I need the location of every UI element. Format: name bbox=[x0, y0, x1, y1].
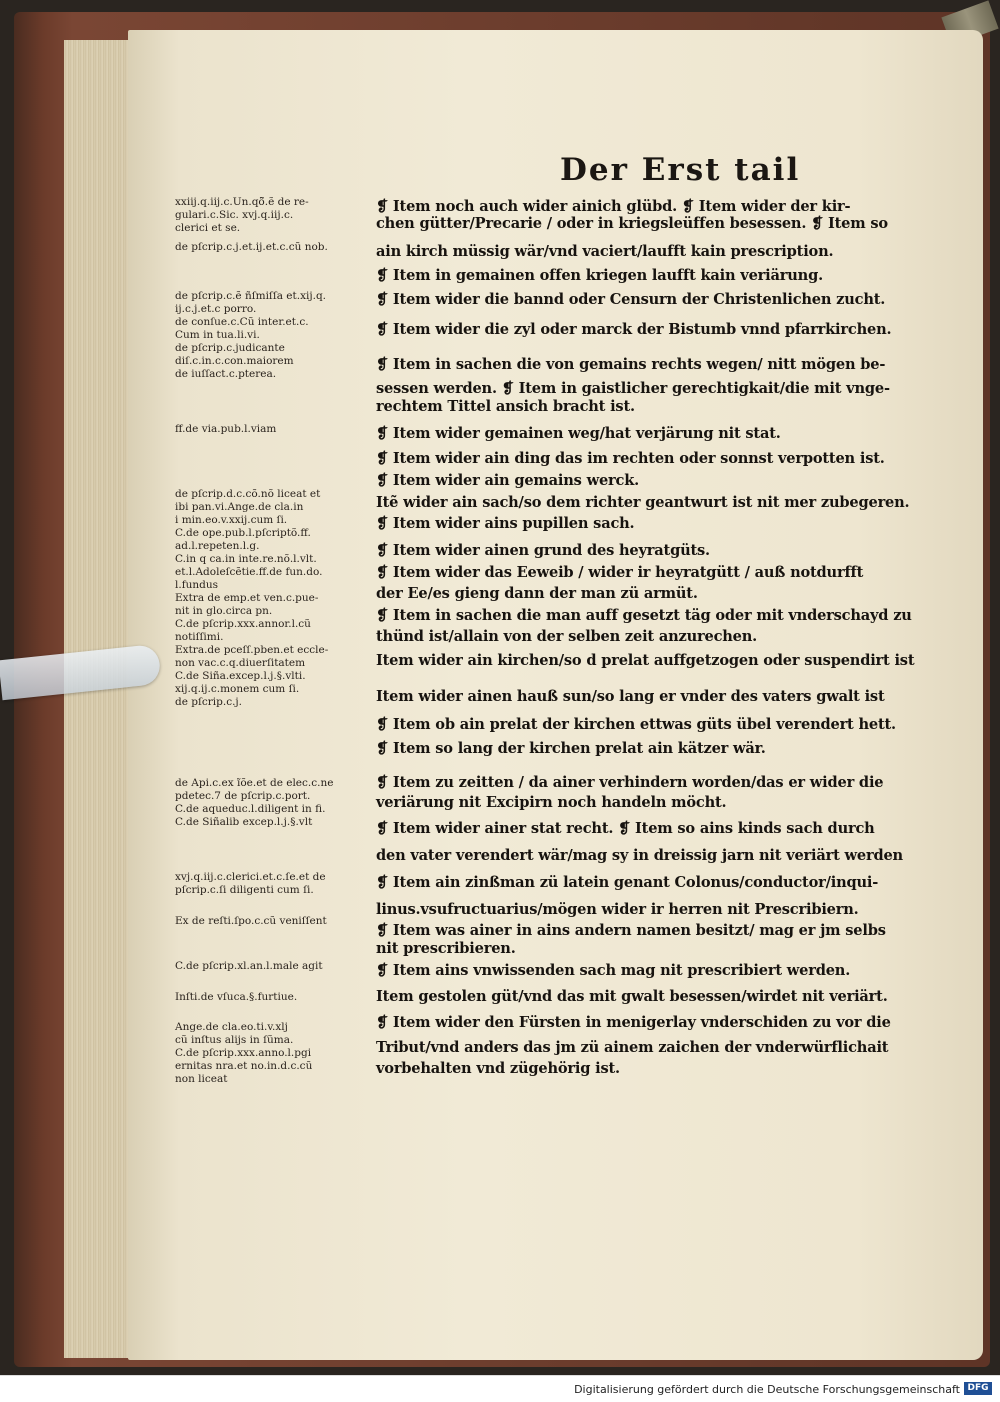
text-line: ❡ Item wider ainen grund des heyratgüts. bbox=[376, 542, 710, 559]
margin-note: de pſcrip.c.j.et.ij.et.c.cũ nob. bbox=[175, 241, 328, 253]
text-line: chen gütter/Precarie / oder in kriegsleüffen besessen. ❡ Item so bbox=[376, 215, 888, 232]
text-line: ❡ Item wider den Fürsten in menigerlay vnderschiden zu vor die bbox=[376, 1014, 891, 1031]
text-line: ❡ Item wider das Eeweib / wider ir heyratgütt / auß notdurfft bbox=[376, 564, 864, 581]
text-line: vorbehalten vnd zügehörig ist. bbox=[376, 1060, 620, 1077]
margin-note: de pſcrip.c.ẽ ñſmiſſa et.xij.q. ij.c.j.et.c porro. de conſue.c.Cũ inter.et.c. Cum in tua.li.vi. de pſcrip.c.judicante diſ.c.in.c.con.maiorem de iuſſact.c.pterea. bbox=[175, 290, 327, 380]
text-line: ain kirch müssig wär/vnd vaciert/laufft kain prescription. bbox=[376, 243, 834, 260]
text-line: Tribut/vnd anders das jm zü ainem zaichen der vnderwürflichait bbox=[376, 1039, 889, 1056]
dfg-logo-icon: DFG bbox=[964, 1382, 992, 1395]
text-line: ❡ Item so lang der kirchen prelat ain kätzer wär. bbox=[376, 740, 766, 757]
text-line: ❡ Item wider ain ding das im rechten oder sonnst verpotten ist. bbox=[376, 450, 885, 467]
text-line: Item wider ainen hauß sun/so lang er vnder des vaters gwalt ist bbox=[376, 688, 885, 705]
text-line: thünd ist/allain von der selben zeit anzurechen. bbox=[376, 628, 758, 645]
margin-note: de pſcrip.d.c.cõ.nõ liceat et ibi pan.vi.Ange.de cla.in i min.eo.v.xxij.cum ſi. C.de ope.pub.l.pſcriptõ.ff. ad.l.repeten.l.g. C.in q ca.in inte.re.nõ.l.vlt. et.l.Adoleſcẽtie.ff.de fun.do. l.fundus Extra de emp.et ven.c.pue- nit in glo.circa pn. C.de pſcrip.xxx.annor.l.cũ notiſſimi. Extra.de pceſſ.pben.et eccle- non vac.c.q.diuerſitatem C.de Siña.excep.l.j.§.vlti. xij.q.ij.c.monem cum ſi. de pſcrip.c.j. bbox=[175, 488, 329, 708]
running-header: Der Erst tail bbox=[560, 152, 801, 188]
text-line: sessen werden. ❡ Item in gaistlicher gerechtigkait/die mit vnge- bbox=[376, 380, 890, 397]
text-line: den vater verendert wär/mag sy in dreissig jarn nit veriärt werden bbox=[376, 847, 903, 864]
footer bbox=[0, 1375, 1000, 1402]
margin-note: xvj.q.iij.c.clerici.et.c.ſe.et de pſcrip.c.ſi diligenti cum ſi. bbox=[175, 871, 326, 896]
text-line: nit prescribieren. bbox=[376, 940, 516, 957]
text-line: ❡ Item was ainer in ains andern namen besitzt/ mag er jm selbs bbox=[376, 922, 886, 939]
margin-note: de Api.c.ex ĩõe.et de elec.c.ne pdetec.7 de pſcrip.c.port. C.de aqueduc.l.diligent in fi. C.de Siñalib excep.l.j.§.vlt bbox=[175, 777, 334, 828]
margin-note: Ange.de cla.eo.ti.v.xlj cũ inſtus alijs in ſũma. C.de pſcrip.xxx.anno.l.pgi ernitas nra.et no.in.d.c.cũ non liceat bbox=[175, 1021, 313, 1085]
text-line: ❡ Item wider gemainen weg/hat verjärung nit stat. bbox=[376, 425, 781, 442]
text-line: ❡ Item wider ains pupillen sach. bbox=[376, 515, 635, 532]
footer-credit: Digitalisierung gefördert durch die Deutsche Forschungsgemeinschaft bbox=[574, 1383, 960, 1396]
text-line: ❡ Item in sachen die man auff gesetzt täg oder mit vnderschayd zu bbox=[376, 607, 912, 624]
text-line: ❡ Item wider ain gemains werck. bbox=[376, 472, 639, 489]
text-line: Itẽ wider ain sach/so dem richter geantwurt ist nit mer zubegeren. bbox=[376, 494, 910, 511]
text-line: rechtem Tittel ansich bracht ist. bbox=[376, 398, 635, 415]
text-line: veriärung nit Excipirn noch handeln möcht. bbox=[376, 794, 727, 811]
page-edges bbox=[64, 40, 136, 1358]
text-line: ❡ Item wider die zyl oder marck der Bistumb vnnd pfarrkirchen. bbox=[376, 321, 892, 338]
margin-note: Inſti.de vſuca.§.furtiue. bbox=[175, 991, 298, 1003]
text-line: ❡ Item wider ainer stat recht. ❡ Item so ains kinds sach durch bbox=[376, 820, 875, 837]
text-line: ❡ Item ain zinßman zü latein genant Colonus/conductor/inqui- bbox=[376, 874, 879, 891]
text-line: ❡ Item in gemainen offen kriegen laufft kain veriärung. bbox=[376, 267, 823, 284]
margin-note: Ex de reſti.ſpo.c.cũ veniſſent bbox=[175, 915, 327, 927]
text-line: ❡ Item ains vnwissenden sach mag nit prescribiert werden. bbox=[376, 962, 851, 979]
margin-note: xxiij.q.iij.c.Un.qõ̃.ẽ de re- gulari.c.Sic. xvj.q.iij.c. clerici et se. bbox=[175, 196, 309, 234]
text-line: ❡ Item in sachen die von gemains rechts wegen/ nitt mögen be- bbox=[376, 356, 886, 373]
text-line: ❡ Item ob ain prelat der kirchen ettwas güts übel verendert hett. bbox=[376, 716, 896, 733]
text-line: ❡ Item noch auch wider ainich glübd. ❡ Item wider der kir- bbox=[376, 198, 851, 215]
text-line: Item gestolen güt/vnd das mit gwalt besessen/wirdet nit veriärt. bbox=[376, 988, 888, 1005]
text-line: der Ee/es gieng dann der man zü armüt. bbox=[376, 585, 698, 602]
text-line: ❡ Item wider die bannd oder Censurn der Christenlichen zucht. bbox=[376, 291, 886, 308]
text-line: ❡ Item zu zeitten / da ainer verhindern worden/das er wider die bbox=[376, 774, 884, 791]
margin-note: ff.de via.pub.l.viam bbox=[175, 423, 277, 435]
text-line: Item wider ain kirchen/so d prelat auffgetzogen oder suspendirt ist bbox=[376, 652, 915, 669]
margin-note: C.de pſcrip.xl.an.l.male agit bbox=[175, 960, 323, 972]
text-line: linus.vsufructuarius/mögen wider ir herren nit Prescribiern. bbox=[376, 901, 859, 918]
